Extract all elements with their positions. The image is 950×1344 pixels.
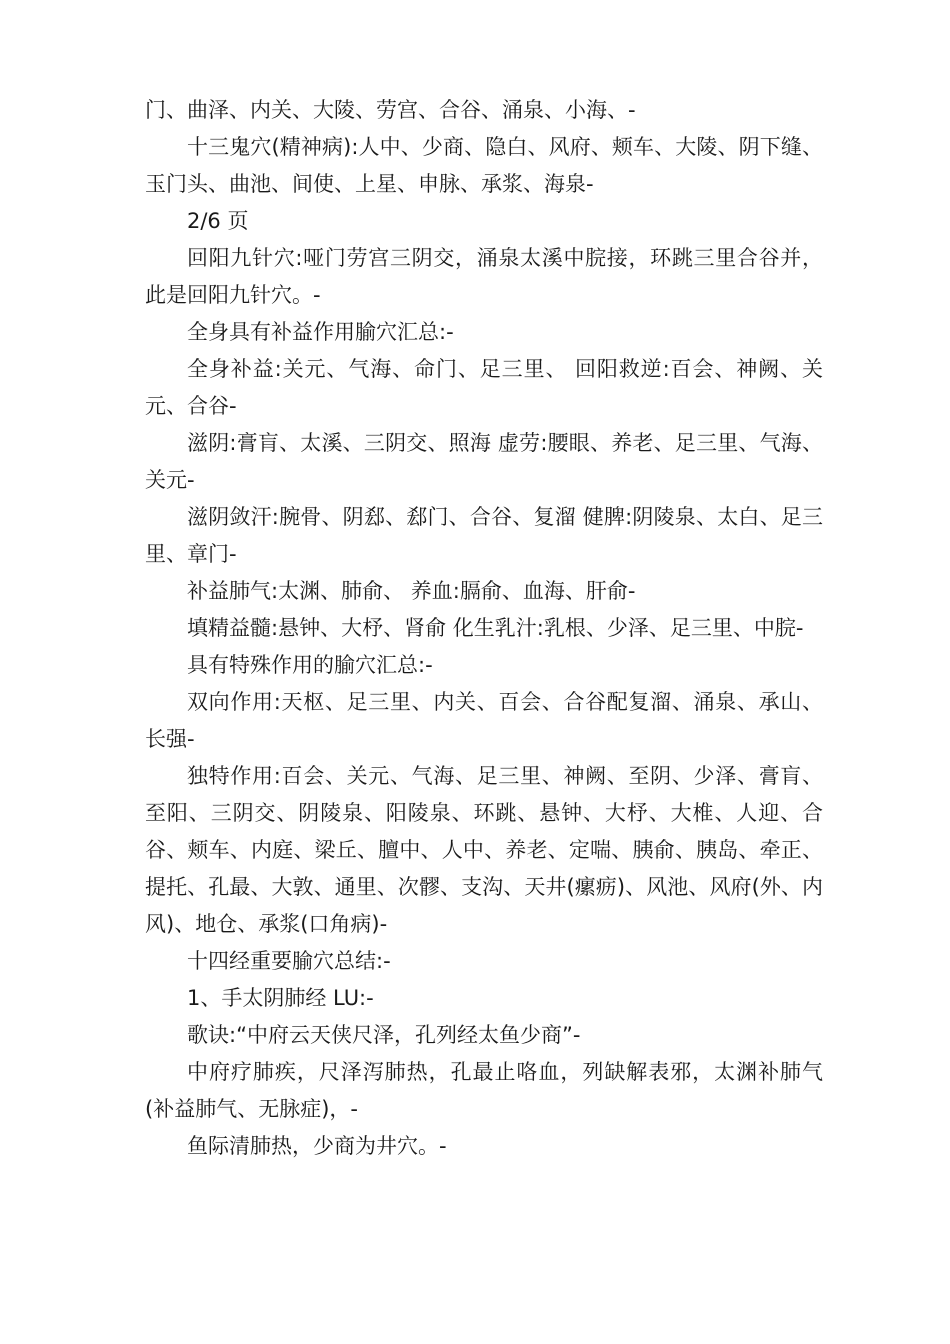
section-heading-tonifying: 全身具有补益作用腧穴汇总:-: [187, 320, 454, 344]
paragraph-whole-body-tonify: 全身补益:关元、气海、命门、足三里、 回阳救逆:百会、神阙、关元、合谷-: [145, 357, 823, 418]
paragraph-mnemonic: 歌诀:“中府云天侠尺泽，孔列经太鱼少商”-: [187, 1023, 581, 1047]
section-heading-fourteen-meridians: 十四经重要腧穴总结:-: [187, 949, 391, 973]
paragraph-thirteen-ghost-points: 十三鬼穴(精神病):人中、少商、隐白、风府、颊车、大陵、阴下缝、玉门头、曲池、间使、上星、申脉、承浆、海泉-: [145, 135, 823, 196]
subheading-lung-meridian: 1、手太阴肺经 LU:-: [187, 986, 374, 1010]
paragraph-lung-points: 中府疗肺疾，尺泽泻肺热，孔最止咯血，列缺解表邪，太渊补肺气(补益肺气、无脉症)，-: [145, 1060, 823, 1121]
document-page: [145, 92, 823, 1165]
paragraph-bidirectional: 双向作用:天枢、足三里、内关、百会、合谷配复溜、涌泉、承山、长强-: [145, 690, 823, 751]
paragraph-lung-qi-blood: 补益肺气:太渊、肺俞、 养血:膈俞、血海、肝俞-: [187, 579, 636, 603]
section-heading-special: 具有特殊作用的腧穴汇总:-: [187, 653, 433, 677]
paragraph-nourish-yin: 滋阴:膏肓、太溪、三阴交、照海 虚劳:腰眼、养老、足三里、气海、关元-: [145, 431, 823, 492]
paragraph-yuji-shaoshang: 鱼际清肺热，少商为井穴。-: [187, 1134, 447, 1158]
paragraph-unique-effects: 独特作用:百会、关元、气海、足三里、神阙、至阴、少泽、膏肓、至阳、三阴交、阴陵泉、阳陵泉、环跳、悬钟、大杼、大椎、人迎、合谷、颊车、内庭、梁丘、膻中、人中、养老、定喘、胰俞、胰岛、牵正、提托、孔最、大敦、通里、次髎、支沟、天井(瘰疬)、风池、风府(外、内风)、地仓、承浆(口角病)-: [145, 764, 823, 936]
paragraph-huiyang-nine-needles: 回阳九针穴:哑门劳宫三阴交，涌泉太溪中脘接，环跳三里合谷并，此是回阳九针穴。-: [145, 246, 823, 307]
paragraph-continuation: 门、曲泽、内关、大陵、劳宫、合谷、涌泉、小海、-: [145, 98, 636, 122]
paragraph-essence-lactation: 填精益髓:悬钟、大杼、肾俞 化生乳汁:乳根、少泽、足三里、中脘-: [187, 616, 804, 640]
paragraph-yin-sweat-spleen: 滋阴敛汗:腕骨、阴郄、郄门、合谷、复溜 健脾:阴陵泉、太白、足三里、章门-: [145, 505, 823, 566]
page-number: 2/6 页: [187, 209, 249, 233]
